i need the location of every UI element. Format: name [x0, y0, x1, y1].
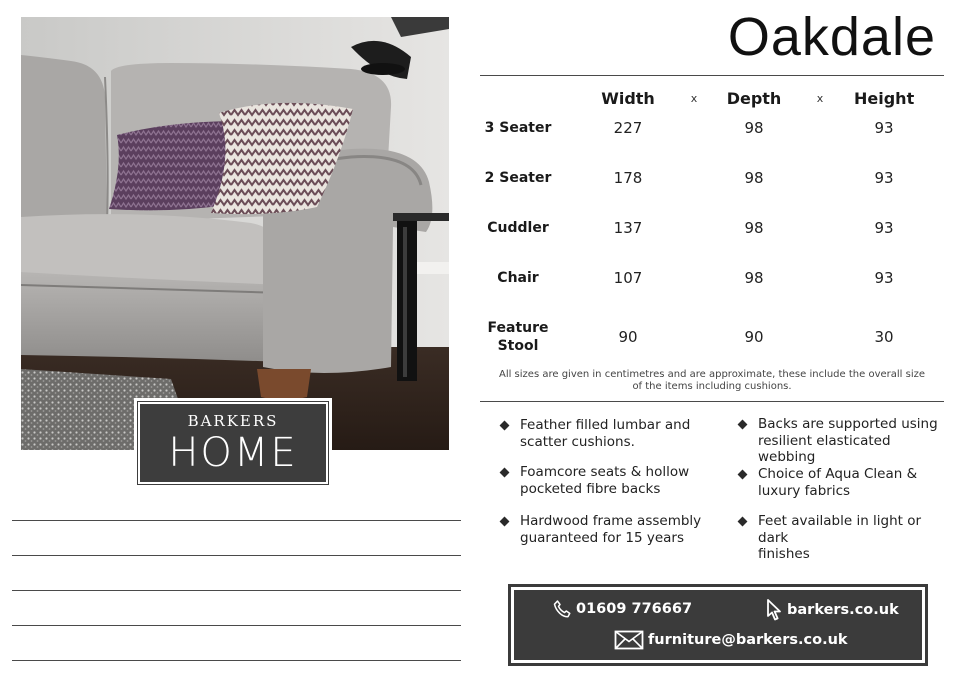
feature-text-line: Feet available in light or dark — [758, 513, 922, 546]
feature-text-line: pocketed fibre backs — [520, 480, 661, 497]
diamond-bullet-icon — [500, 517, 510, 527]
diamond-bullet-icon — [500, 468, 510, 478]
envelope-icon — [614, 630, 644, 650]
note-line — [12, 520, 461, 555]
note-line — [12, 590, 461, 625]
feature-text — [758, 513, 946, 563]
feature-item — [498, 513, 708, 546]
item-height: 93 — [874, 219, 894, 237]
item-width: 178 — [613, 169, 643, 187]
feature-text-line: resilient elasticated webbing — [758, 432, 891, 465]
brand-logo — [134, 398, 332, 488]
item-name: Cuddler — [487, 220, 549, 236]
product-title: Oakdale — [727, 7, 936, 67]
brand-logo-bottom: HOME — [168, 429, 298, 476]
diamond-bullet-icon — [738, 470, 748, 480]
feature-text-line: Choice of Aqua Clean & — [758, 466, 918, 482]
item-height: 93 — [874, 269, 894, 287]
diamond-bullet-icon — [500, 421, 510, 431]
feature-text-line: Feather filled lumbar and — [520, 417, 691, 433]
contact-box — [508, 584, 928, 666]
diamond-bullet-icon — [738, 517, 748, 527]
note-line — [12, 625, 461, 660]
item-depth: 98 — [744, 269, 764, 287]
feature-text-line: luxury fabrics — [758, 482, 851, 499]
product-photo — [21, 17, 449, 450]
note-line — [12, 660, 461, 683]
title-divider — [480, 75, 944, 76]
cursor-icon — [765, 599, 783, 621]
dimensions-note-line: All sizes are given in centimetres and are approximate, these include the overall size — [498, 369, 925, 380]
header-depth: Depth — [726, 89, 782, 108]
contact-panel — [514, 590, 922, 660]
phone-icon — [552, 599, 572, 619]
feature-item — [498, 464, 708, 497]
feature-item — [736, 513, 946, 563]
contact-website[interactable] — [765, 599, 899, 621]
email-address: furniture@barkers.co.uk — [648, 632, 848, 648]
item-name — [480, 319, 556, 355]
item-name-line: Feature — [487, 320, 549, 336]
feature-item — [498, 417, 708, 450]
contact-email[interactable] — [614, 630, 848, 650]
item-name: 2 Seater — [484, 170, 552, 186]
dimensions-note-line: of the items including cushions. — [632, 381, 792, 392]
feature-text-line: Hardwood frame assembly — [520, 513, 702, 529]
feature-text-line: finishes — [758, 546, 810, 562]
contact-phone[interactable] — [552, 599, 692, 619]
feature-text-line: Backs are supported using — [758, 416, 938, 432]
feature-text-line: scatter cushions. — [520, 433, 635, 450]
dimensions-header — [480, 89, 944, 111]
feature-text — [520, 464, 689, 497]
feature-text — [520, 417, 690, 450]
item-name: Chair — [497, 270, 539, 286]
diamond-bullet-icon — [738, 420, 748, 430]
header-height: Height — [854, 89, 915, 108]
item-width: 107 — [613, 269, 643, 287]
feature-text — [758, 466, 917, 499]
dimensions-note — [498, 369, 926, 393]
item-width: 137 — [613, 219, 643, 237]
feature-text-line: Foamcore seats & hollow — [520, 464, 690, 480]
header-width: Width — [601, 89, 655, 108]
website-link: barkers.co.uk — [787, 602, 899, 618]
item-height: 93 — [874, 169, 894, 187]
features-divider — [480, 401, 944, 402]
feature-item — [736, 416, 946, 466]
item-width: 90 — [618, 328, 638, 346]
item-name: 3 Seater — [484, 120, 552, 136]
brand-logo-top: BARKERS — [187, 411, 279, 430]
feature-text — [520, 513, 701, 546]
item-width: 227 — [613, 119, 643, 137]
item-height: 30 — [874, 328, 894, 346]
notes-area — [12, 520, 461, 683]
header-separator: x — [690, 92, 698, 105]
phone-number: 01609 776667 — [576, 601, 693, 617]
item-name-line: Stool — [497, 338, 539, 354]
feature-item — [736, 466, 946, 499]
brand-logo-panel — [138, 402, 328, 484]
item-depth: 98 — [744, 169, 764, 187]
feature-text — [758, 416, 946, 466]
item-depth: 98 — [744, 219, 764, 237]
feature-text-line: guaranteed for 15 years — [520, 529, 685, 546]
note-line — [12, 555, 461, 590]
item-depth: 90 — [744, 328, 764, 346]
item-depth: 98 — [744, 119, 764, 137]
header-separator: x — [816, 92, 824, 105]
item-height: 93 — [874, 119, 894, 137]
